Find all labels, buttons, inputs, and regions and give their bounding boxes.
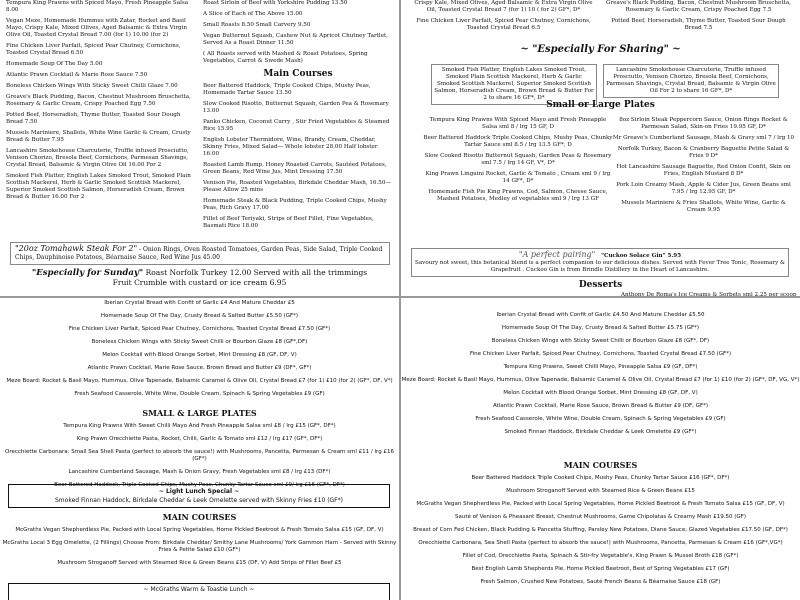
small-large-heading: Small or Large Plates — [546, 100, 655, 110]
menu-item: Venison Pie, Roasted Vegetables, Birkdale Cheddar Mash, 16.50—Please Allow 25 mins — [203, 180, 391, 193]
menu-item: Smoked Finnan Haddock, Birkdale Cheddar & Leek Omelette £9 (GF*) — [504, 429, 697, 435]
menu-item: Atlantic Prawn Cocktail, Marie Rose Sauce, Brown Bread & Butter £9 (DF, GF*) — [493, 403, 708, 409]
menu-item: Iberian Crystal Bread with Confit of Garlic £4 And Mature Cheddar £5 — [104, 300, 295, 306]
menu-item: Mr Greave's Cumberland Sausage, Mash & Gravy sml 7 / lrg 10 — [612, 135, 795, 141]
desserts-heading: Desserts — [578, 280, 623, 290]
menu-item: Mussels Mariniere & Fries Shallots, White Wine, Garlic & Cream 9.95 — [621, 200, 786, 213]
menu-item: Beer Battered Haddock Triple Cooked Chips, Mushy Peas, Chunky Tartar Sauce sml 8.5 / lrg 13.5 GF*, D — [423, 135, 613, 148]
menu-item: Small Roasts 8.50 Small Carvery 9.50 — [203, 22, 311, 28]
menu-item: Roasted Lamb Rump, Honey Roasted Carrots, Sautéed Potatoes, Green Beans, Red Wine Jus, Mint Dressing 17.50 — [203, 162, 387, 175]
menu-item: Roast Sirloin of Beef with Yorkshire Pudding 13.50 — [203, 0, 348, 6]
pairing-gin: "Cuckoo Solace Gin" 5.95 — [601, 253, 682, 259]
share-charcuterie: Lancashire Smokehouse Charcuterie, Truffle infused Prosciutto, Venison Chorizo, Bresola Beef, Cornichons, Parmesan Shavings, Crystal Bread, Balsamic & Virgin Olive Oil For 2 to share 16 GF*, D* — [603, 64, 779, 98]
main-courses-section — [0, 510, 399, 573]
sunday-title: "Especially for Sunday" — [31, 268, 144, 278]
menu-item: Atlantic Prawn Cocktail, Marie Rose Sauce, Brown Bread and Butter £9 (DF*, GF*) — [87, 365, 312, 371]
pairing-text: Savoury not sweet, this botanical blend is a perfect companion to our delicious dishes. Served with Fever Tree Tonic, Rosemary & Grapefruit . Cuckoo Gin is from Brindle Distillery in the Heart of Lancashire. — [415, 260, 785, 273]
menu-item: Norfolk Turkey, Bacon & Cranberry Baguette Petite Salad & Fries 9 D* — [617, 146, 790, 159]
menu-item: Mushroom Stroganoff Served with Steamed Rice & Green Beans £15 (DF, V) Add Strips of Fillet Beef £5 — [57, 560, 342, 566]
menu-item: Meze Board: Rocket & Basil Mayo, Hummus, Olive Tapenade, Balsamic Caramel & Olive Oil, Crystal Bread £7 (for 1) £10 (for 2) (GF*, DF, VG, V*) — [401, 377, 800, 383]
menu-item: Boneless Chicken Wings with Sticky Sweet Chilli or Bourbon Glaze £8 (GF*, DF) — [491, 338, 710, 344]
menu-item: Melon Cocktail with Blood Orange Sorbet, Mint Dressing £8 (GF, DF, V) — [102, 352, 297, 358]
starters-peek-left — [411, 0, 596, 36]
share-fish-platter: Smoked Fish Platter, English Lakes Smoked Trout, Smoked Plain Scottish Mackerel, Herb & Garlic Smoked Scottish Mackerel, Superior Smoked Scottish Salmon, Horseradish Cream, Brown Bread & Butter For 2 to share 16 GF*, D* — [431, 64, 597, 105]
menu-page-sunday — [0, 0, 399, 296]
menu-page-evening — [401, 0, 800, 296]
menu-item: Greave's Black Pudding, Bacon, Chestnut Mushroom Bruschetta, Rosemary & Garlic Cream, Crispy Poached Egg 7.50 — [6, 94, 191, 107]
menu-item: Atlantic Prawn Cocktail & Marie Rose Sauce 7.50 — [6, 72, 148, 78]
menu-item: Tempura King Prawns, Sweet Chilli Mayo, Pineapple Salsa £9 (GF, DF*) — [503, 364, 698, 370]
menu-item: Crispy Kale, Mixed Olives, Aged Balsamic & Extra Virgin Olive Oil, Toasted Crystal Bread 7 (for 1) 10 ( for 2) GF*, D* — [414, 0, 593, 13]
menu-item: Boneless Chicken Wings With Sticky Sweet Chilli Glaze 7.00 — [6, 83, 178, 89]
menu-item: Homemade Soup Of The Day, Crusty Bread & Salted Butter £5.75 (GF*) — [501, 325, 700, 331]
sharing-heading: ~ "Especially For Sharing" ~ — [520, 44, 681, 55]
main-courses-heading: Main Courses — [263, 69, 333, 79]
menu-item: Best English Lamb Shepherds Pie, Home Pickled Beetroot, Best of Spring Vegetables £17 (GF) — [471, 566, 730, 572]
main-courses-section — [401, 458, 800, 592]
starters-peek-right — [606, 0, 791, 36]
menu-item: ( All Roasts served with Mashed & Roast Potatoes, Spring Vegetables, Carrot & Swede Mash) — [203, 51, 368, 64]
menu-item: Homemade Fish Pie King Prawns, Cod, Salmon, Cheese Sauce, Mashed Potatoes, Medley of vegetables sml 9 / lrg 13 GF — [428, 189, 608, 202]
menu-item: Lancashire Smokehouse Charcuterie, Truffle infused Prosciutto, Venison Chorizo, Bresola Beef, Cornichons, Parmesan Shavings, Crystal Bread, Balsamic & Virgin Olive Oil 16.00 For 2 — [6, 148, 189, 168]
menu-item: Fine Chicken Liver Parfait, Spiced Pear Chutney, Cornichons, Toasted Crystal Bread £7.50 (GF*) — [469, 351, 732, 357]
menu-item: Lancashire Cumberland Sausage, Mash & Onion Gravy, Fresh Vegetables sml £8 / lrg £13 (DF*) — [68, 469, 331, 475]
menu-item: King Prawn Linguini Rocket, Garlic & Tomato , Cream sml 9 / lrg 14 GF*, D* — [425, 171, 611, 184]
menu-item: Mushroom Stroganoff Served with Steamed Rice & Green Beans £15 — [506, 488, 695, 494]
main-courses-heading: MAIN COURSES — [162, 512, 237, 522]
menu-page-dinner — [401, 298, 800, 600]
menu-item: Fillet of Beef Teriyaki, Strips of Beef Fillet, Fine Vegetables, Basmati Rice 18.00 — [203, 216, 374, 229]
pairing-box — [411, 248, 789, 277]
plates-right-column — [611, 117, 796, 218]
tomahawk-title: "20oz Tomahawk Steak For 2" — [15, 244, 138, 253]
starters-column — [6, 0, 196, 205]
menu-item: Potted Beef, Horseradish, Thyme Butter, Toasted Sour Dough Bread 7.5 — [611, 18, 786, 31]
sunday-text: Roast Norfolk Turkey 12.00 Served with all the trimmings — [143, 268, 368, 277]
menu-item: Fresh Salmon, Crushed New Potatoes, Sauté French Beans & Béarnaise Sauce £18 (GF) — [480, 579, 721, 585]
menu-item: Slow Cooked Risotto, Butternut Squash, Garden Pea & Rosemary 13.00 — [203, 101, 389, 114]
menu-item: Orecchiette Carbonara: Small Sea Shell Pasta (perfect to absorb the sauce!) with Mushrooms, Pancetta, Parmesan & Cream sml £11 / lrg £16 (GF*) — [5, 449, 394, 462]
menu-item: McGraths Local 3 Egg Omelette, (2 Fillings) Choose From: Birkdale Cheddar/ Smithy Lane Mushrooms/ York Gammon Ham - Served with Skinny Fries & Petite Salad £10 (GF*) — [2, 540, 397, 553]
menu-item: Breast of Corn Fed Chicken, Black Pudding & Pancetta Stuffing, Parsley New Potatoes, Diane Sauce, Glazed Vegetables £17.50 (GF, DF*) — [413, 527, 788, 533]
menu-item: Greave's Black Pudding, Bacon, Chestnut Mushroom Bruschetta, Rosemary & Garlic Cream, Crispy Poached Egg 7.5 — [606, 0, 791, 13]
menu-item: Orecchiette Carbonara, Sea Shell Pasta (perfect to absorb the sauce!) with Mushrooms, Pancetta, Parmesan & Cream £16 (GF*,VG*) — [418, 540, 783, 546]
tomahawk-callout — [10, 242, 390, 265]
menu-item: Panko Chicken, Coconut Curry , Stir Fried Vegetables & Steamed Rice 15.95 — [203, 119, 390, 132]
menu-item: McGraths Vegan Shepherdless Pie, Packed with Local Spring Vegetables, Home Pickled Beetroot & Fresh Tomato Salsa £15 (GF, DF, V) — [416, 501, 785, 507]
menu-item: Tempura King Prawns With Spiced Mayo and Fresh Pineapple Salsa sml 8 / lrg 15 GF, D — [429, 117, 607, 130]
menu-item: Pork Loin Creamy Mash, Apple & Cider Jus, Green Beans sml 7.95 / lrg 12.95 GF, D* — [616, 182, 791, 195]
menu-item: Beer Battered Haddock Triple Cooked Chips, Mushy Peas, Chunky Tartar Sauce £16 (GF*, DF*) — [471, 475, 730, 481]
small-large-heading: SMALL & LARGE PLATES — [142, 408, 257, 418]
special-title: ~ Light Lunch Special ~ — [158, 488, 240, 495]
menu-item: Iberian Crystal Bread with Confit of Garlic £4.50 And Mature Cheddar £5.50 — [496, 312, 705, 318]
menu-item: A Slice of Each of The Above 15.00 — [203, 11, 303, 17]
menu-item: Vegan Meze, Homemade Hummus with Zatar, Rocket and Basil Mayo, Crispy Kale, Mixed Olives, Aged Balsamic & Extra Virgin Olive Oil, Toasted Crystal Bread 7.00 (for 1) 10.00 (for 2) — [6, 18, 187, 38]
menu-item: Homemade Steak & Black Pudding, Triple Cooked Chips, Mushy Peas, Rich Gravy 17.00 — [203, 198, 387, 211]
menu-item: Beer Battered Haddock, Triple Cooked Chips, Mushy Peas, Chunky Tartar Sauce sml £9/ lrg £16 (GF*, DF*) — [54, 482, 345, 488]
menu-item: McGraths Vegan Shepherdless Pie, Packed with Local Spring Vegetables, Home Pickled Beetroot & Fresh Tomato Salsa £15 (GF, DF, V) — [15, 527, 384, 533]
pairing-title: "A perfect pairing" — [518, 250, 596, 259]
menu-item: Fine Chicken Liver Parfait, Spiced Pear Chutney, Cornichons, Toasted Crystal Bread 6.50 — [6, 43, 181, 56]
plates-left-column — [423, 117, 613, 207]
starters-list — [0, 300, 399, 404]
menu-item: Potted Beef, Horseradish, Thyme Butter, Toasted Sour Dough Bread 7.50 — [6, 112, 181, 125]
menu-item: Smoked Fish Platter, English Lakes Smoked Trout, Smoked Plain Scottish Mackerel, Herb & Garlic Smoked Scottish Mackerel, Superior Smoked Scottish Salmon, Horseradish Cream, Brown Bread & Butter 16.00 For 2 — [6, 173, 191, 200]
desserts-peek: Anthony De Roma's Ice Creams & Sorbets sml 2.25 per scoop — [621, 292, 797, 296]
menu-item: Tempura King Prawns with Spiced Mayo, Fresh Pineapple Salsa 8.00 — [6, 0, 189, 13]
sunday-dessert: Fruit Crumble with custard or ice cream 6.95 — [112, 278, 287, 287]
menu-item: Sauté of Venison & Pheasant Breast, Chestnut Mushrooms, Game Chipolatas & Creamy Mash £19.50 (GF) — [454, 514, 746, 520]
menu-item: Fresh Seafood Casserole, White Wine, Double Cream, Spinach & Spring Vegetables £9 (GF) — [475, 416, 726, 422]
menu-item: Fresh Seafood Casserole, White Wine, Double Cream, Spinach & Spring Vegetables £9 (GF) — [74, 391, 325, 397]
menu-item: Beer Battered Haddock, Triple Cooked Chips, Mushy Peas, Homemade Tartar Sauce 13.50 — [203, 83, 371, 96]
menu-item: English Lobster Thermidore, Wine, Brandy, Cream, Cheddar, Skinny Fries, Mixed Salad— Whole lobster 28.00 Half lobster 16.00 — [203, 137, 378, 157]
menu-item: Homemade Soup Of The Day, Crusty Bread & Salted Butter £5.50 (GF*) — [100, 313, 299, 319]
menu-item: Slow Cooked Risotto Butternut Squash, Garden Peas & Rosemary sml 7.5 / lrg 14 GF, V*, D* — [424, 153, 612, 166]
warm-lunch-title: ~ McGraths Warm & Toastie Lunch ~ — [143, 586, 255, 593]
menu-item: 8oz Sirloin Steak Peppercorn Sauce, Onion Rings Rocket & Parmesan Salad, Skin-on Fries 19.95 GF, D* — [619, 117, 788, 130]
menu-item: Tempura King Prawns With Sweet Chilli Mayo And Fresh Pineapple Salsa sml £8 / lrg £15 (GF*, DF*) — [63, 423, 336, 429]
sunday-special — [0, 268, 399, 288]
menu-item: Hot Lancashire Sausage Baguette, Red Onion Confit, Skin on Fries, English Mustard 8 D* — [616, 164, 791, 177]
menu-item: Fine Chicken Liver Parfait, Spiced Pear Chutney, Cornichons, Toasted Crystal Bread 6.5 — [416, 18, 591, 31]
menu-item: King Prawn Orecchiette Pasta, Rocket, Chilli, Garlic & Tomato sml £12 / lrg £17 (GF*, DF*) — [76, 436, 323, 442]
menu-item: Melon Cocktail with Blood Orange Sorbet, Mint Dressing £8 (GF, DF, V) — [503, 390, 698, 396]
small-large-section — [0, 406, 399, 495]
menu-item: Boneless Chicken Wings with Sticky Sweet Chilli or Bourbon Glaze £8 (GF*,DF) — [91, 339, 308, 345]
menu-item: Vegan Butternut Squash, Cashew Nut & Apricot Chutney Tartlet, Served As a Roast Dinner 11.50 — [203, 33, 389, 46]
roasts-and-mains-column — [203, 0, 393, 234]
special-text: Smoked Finnan Haddock, Birkdale Cheddar & Leek Omelette served with Skinny Fries £10 (GF*) — [55, 497, 343, 504]
menu-page-lunch — [0, 298, 399, 600]
menu-item: Meze Board: Rocket & Basil Mayo, Hummus, Olive Tapenade, Balsamic Caramel & Olive Oil, Crystal Bread £7 (for 1) £10 (for 2) (GF*, DF, V*) — [6, 378, 393, 384]
menu-item: Fine Chicken Liver Parfait, Spiced Pear Chutney, Cornichons, Toasted Crystal Bread £7.50 (GF*) — [68, 326, 331, 332]
warm-lunch-box — [8, 583, 390, 600]
menu-item: Fillet of Cod, Orecchiette Pasta, Spinach & Stir-fry Vegetable's, King Prawn & Mussel Broth £18 (GF*) — [462, 553, 739, 559]
tomahawk-text: - Onion Rings, Oven Roasted Tomatoes, Garden Peas, Side Salad, Triple Cooked Chips, Dauphinoise Potatoes, Béarnaise Sauce, Red Wine Jus 45.00 — [15, 246, 383, 261]
menu-item: Homemade Soup Of The Day 5.00 — [6, 61, 103, 67]
main-courses-heading: MAIN COURSES — [563, 460, 638, 470]
light-lunch-special — [8, 484, 390, 508]
menu-item: Mussels Mariniere, Shallots, White Wine Garlic & Cream, Crusty Bread & Butter 7.95 — [6, 130, 191, 143]
starters-list — [401, 312, 800, 442]
